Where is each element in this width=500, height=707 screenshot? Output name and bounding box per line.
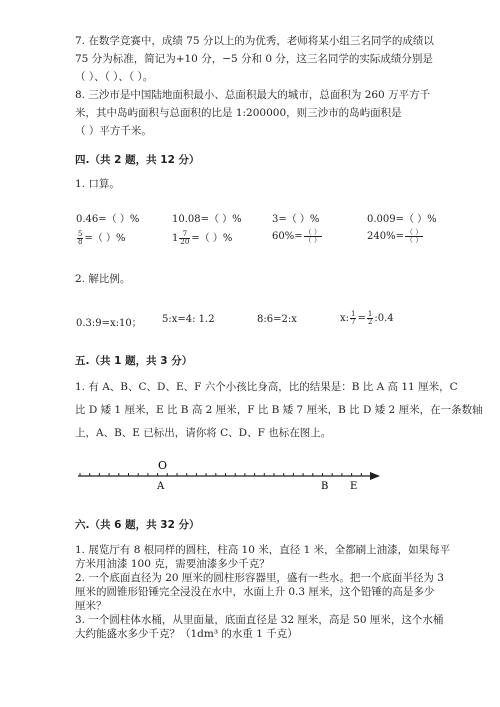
- section-4-sub-1: 1. 口算。: [75, 178, 120, 190]
- blank-fraction-8: $\frac{( )}{( )}$: [405, 228, 423, 244]
- fraction-1-2: $\frac{1}{2}$: [367, 310, 373, 326]
- s5-line-1: 1. 有 A、B、C、D、E、F 六个小孩比身高，比的结果是：B 比 A 高 11 厘米，C: [75, 381, 458, 393]
- oral-calc-7: 60%= $\frac{( )}{( )}$: [272, 228, 321, 244]
- q7-line-1: 7. 在数学竞赛中，成绩 75 分以上的为优秀，老师将某小组三名同学的成绩以: [75, 35, 434, 47]
- proportion-2: 5:x=4: 1.2: [162, 314, 215, 325]
- q8-line-1: 8. 三沙市是中国陆地面积最小、总面积最大的城市，总面积为 260 万平方千: [75, 89, 431, 101]
- point-label-a: A: [157, 481, 165, 492]
- origin-label: O: [158, 459, 168, 472]
- q7-line-3: （ ）、（ ）、（ ）。: [75, 71, 154, 83]
- s6-q3-line-1: 3. 一个圆柱体水桶，从里面量，底面直径是 32 厘米，高是 50 厘米，这个水桶: [75, 614, 444, 626]
- oral-calc-8: 240%= $\frac{( )}{( )}$: [367, 228, 423, 244]
- q7-line-2: 75 分为标准，简记为+10 分，−5 分和 0 分，这三名同学的实际成绩分别是: [75, 53, 433, 65]
- s6-q2-line-3: 厘米？: [75, 600, 107, 612]
- fraction-5-8: $\frac{5}{8}$: [78, 230, 83, 246]
- proportion-3: 8:6=2:x: [257, 314, 297, 325]
- oral-calc-5: $\frac{5}{8}$ =（ ）%: [78, 230, 126, 246]
- oral-calc-1: 0.46=（ ）%: [76, 214, 140, 225]
- blank-fraction-7: $\frac{( )}{( )}$: [304, 228, 321, 244]
- s5-line-3: 上，A、B、E 已标出，请你将 C、D、F 也标在图上。: [75, 427, 332, 439]
- s5-line-2: 比 D 矮 1 厘米，E 比 B 高 2 厘米，F 比 B 矮 7 厘米，B 比 D 矮 2 厘米，在一条数轴: [75, 404, 483, 416]
- proportion-4: x: $\frac{1}{7}$ = $\frac{1}{2}$ :0.4: [340, 310, 394, 326]
- q8-line-3: （ ）平方千米。: [75, 125, 152, 137]
- s6-q2-line-1: 2. 一个底面直径为 20 厘米的圆柱形容器里，盛有一些水。把一个底面半径为 3: [75, 572, 444, 584]
- q8-line-2: 米，其中岛屿面积与总面积的比是 1:200000，则三沙市的岛屿面积是: [75, 107, 402, 119]
- point-label-b: B: [321, 481, 329, 492]
- s6-q3-line-2: 大约能盛水多少千克？（1dm³ 的水重 1 千克）: [75, 628, 298, 640]
- proportion-1: 0.3:9=x:10；: [76, 318, 142, 329]
- section-5-heading: 五.（共 1 题，共 3 分）: [75, 355, 193, 367]
- axis-arrow-icon: [370, 472, 380, 480]
- oral-calc-3: 3=（ ）%: [272, 214, 320, 225]
- section-4-heading: 四.（共 2 题，共 12 分）: [75, 154, 200, 166]
- oral-calc-2: 10.08=（ ）%: [172, 214, 242, 225]
- point-label-e: E: [350, 481, 358, 492]
- fraction-1-7: $\frac{1}{7}$: [351, 310, 356, 326]
- oral-calc-4: 0.009=（ ）%: [367, 214, 437, 225]
- fraction-7-20: $\frac{7}{20}$: [180, 230, 190, 246]
- s6-q1-line-1: 1. 展览厅有 8 根同样的圆柱，柱高 10 米，直径 1 米，全都刷上油漆，如果每平: [75, 544, 451, 556]
- section-4-sub-2: 2. 解比例。: [75, 273, 131, 285]
- s6-q2-line-2: 厘米的圆锥形铅锤完全浸没在水中，水面上升 0.3 厘米，这个铅锤的高是多少: [75, 586, 435, 598]
- oral-calc-6: 1 $\frac{7}{20}$ =（ ）%: [172, 230, 233, 246]
- s6-q1-line-2: 方米用油漆 100 克，需要油漆多少千克？: [75, 558, 270, 570]
- number-line: [70, 455, 390, 495]
- section-6-heading: 六.（共 6 题，共 32 分）: [75, 519, 200, 531]
